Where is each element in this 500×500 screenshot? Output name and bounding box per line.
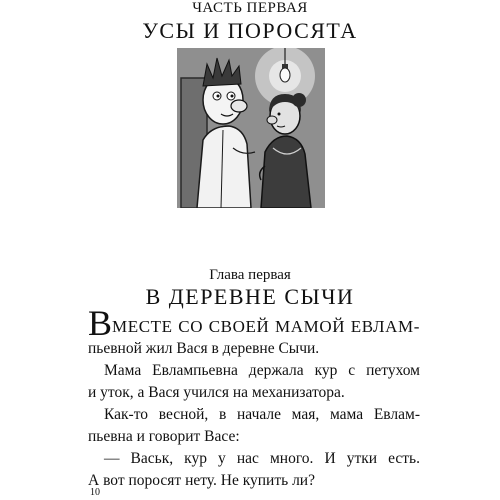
text-line-3: Мама Евлампьевна держала кур с петухом	[104, 362, 420, 379]
chapter-title: В ДЕРЕВНЕ СЫЧИ	[145, 284, 355, 309]
part-label: ЧАСТЬ ПЕРВАЯ	[192, 0, 308, 16]
text-line-2: пьевной жил Вася в деревне Сычи.	[88, 340, 320, 357]
text-line-5: Как-то весной, в начале мая, мама Евлам-	[104, 406, 420, 423]
part-title: УСЫ И ПОРОСЯТА	[142, 18, 358, 43]
page-number: 10	[90, 487, 100, 498]
text-line-1	[88, 303, 420, 343]
text-line-4: и уток, а Вася учился на механизатора.	[88, 384, 345, 401]
drop-cap: В	[88, 303, 113, 343]
text-line-7: — Васьк, кур у нас много. И утки есть.	[104, 450, 420, 467]
illustration-man-and-woman-under-lamp	[177, 48, 325, 208]
text-line-8: А вот поросят нету. Не купить ли?	[88, 472, 315, 489]
text-line-1-rest: МЕСТЕ СО СВОЕЙ МАМОЙ ЕВЛАМ-	[112, 317, 420, 336]
chapter-text	[88, 303, 420, 492]
text-line-6: пьевна и говорит Васе:	[88, 428, 240, 445]
chapter-label: Глава первая	[209, 267, 291, 283]
